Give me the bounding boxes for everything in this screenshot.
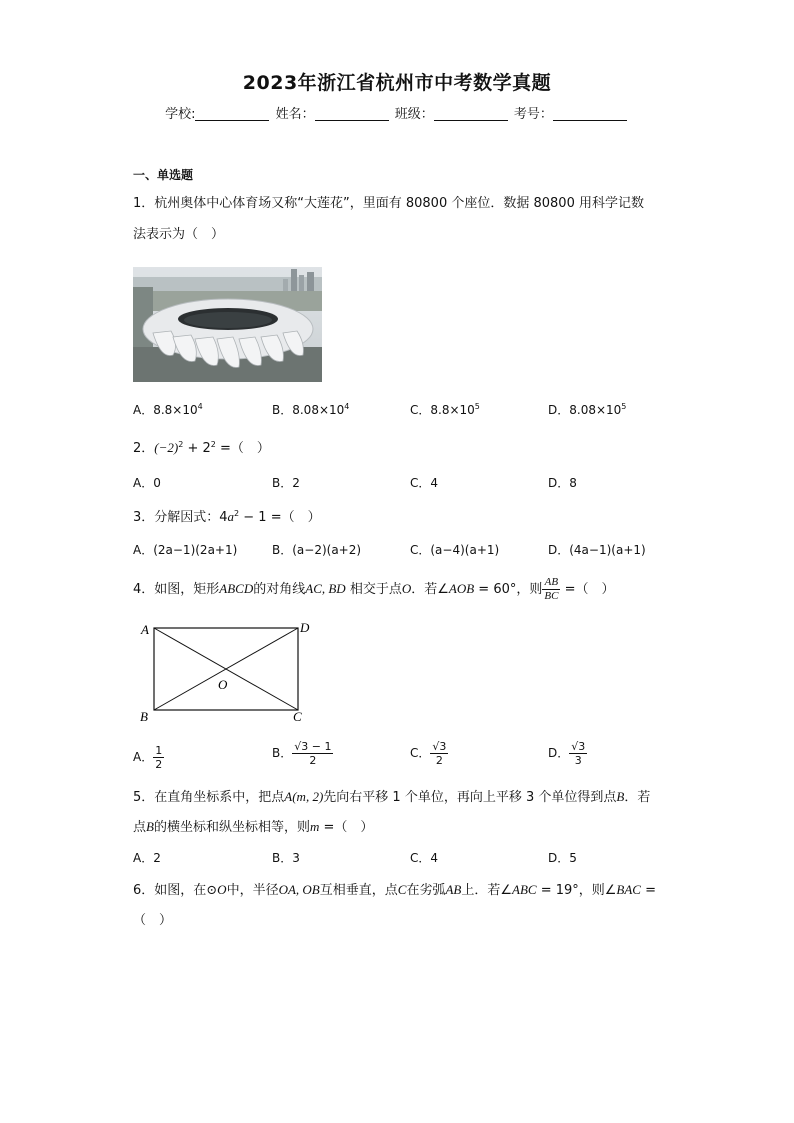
student-info-line [0,103,794,122]
section-title: 一、单选题 [133,168,194,182]
q3-option-d[interactable]: D．(4a−1)(a+1) [548,543,646,557]
q5-option-b[interactable]: B．3 [272,851,300,865]
q2-stem: 2．$(-2)^2 + 2^2$ =（ ） [133,440,270,456]
q3-option-c[interactable]: C．(a−4)(a+1) [410,543,500,557]
q1-option-c[interactable]: C．$8.8\times 10^5$ [410,402,480,417]
class-label: 班级： [394,107,434,122]
name-blank[interactable] [315,107,389,121]
stadium-photo [133,267,322,382]
label-b: B [140,709,148,724]
label-o: O [218,677,228,692]
q2-option-c[interactable]: C．4 [410,476,439,490]
number-label: 考号： [513,107,553,122]
q1-line1: 1．杭州奥体中心体育场又称“大莲花”，里面有 80800 个座位．数据 80800 用科学记数 [133,196,644,211]
q5-line2: 点B的横坐标和纵坐标相等，则m =（ ） [133,819,374,835]
label-a: A [141,622,149,637]
q5-option-a[interactable]: A．2 [133,851,161,865]
q2-option-d[interactable]: D．8 [548,476,577,490]
q3-option-b[interactable]: B．(a−2)(a+2) [272,543,362,557]
label-d: D [300,620,310,635]
q6-line1: 6．如图，在⊙O中，半径OA, OB互相垂直，点C在劣弧AB上．若∠ABC = 19°，则∠BAC = [133,882,657,898]
q4-stem: 4．如图，矩形ABCD的对角线AC, BD 相交于点O．若∠AOB = 60°，则 $\frac{AB}{BC}$ =（ ） [133,576,615,602]
q1-line2: 法表示为（ ） [133,227,225,242]
q3-option-a[interactable]: A．(2a−1)(2a+1) [133,543,238,557]
q2-option-b[interactable]: B．2 [272,476,300,490]
class-blank[interactable] [434,107,508,121]
q4-option-b[interactable]: B． $\frac{√3 - 1}{2}$ [272,740,332,767]
label-c: C [293,709,302,724]
school-label: 学校: [165,107,196,122]
name-label: 姓名： [275,107,315,122]
q1-option-b[interactable]: B．$8.08\times 10^4$ [272,402,350,417]
q1-option-d[interactable]: D．$8.08\times 10^5$ [548,402,627,417]
q4-option-a[interactable]: A． $\frac{1}{2}$ [133,744,163,771]
q4-option-d[interactable]: D． $\frac{√3}{3}$ [548,740,586,767]
q6-line2: （ ） [133,913,173,928]
number-blank[interactable] [553,107,627,121]
school-blank[interactable] [195,107,269,121]
q4-option-c[interactable]: C． $\frac{√3}{2}$ [410,740,447,767]
q5-option-d[interactable]: D．5 [548,851,577,865]
q3-stem: 3．分解因式：$4a^2 - 1$ =（ ） [133,509,321,525]
q2-option-a[interactable]: A．0 [133,476,161,490]
page-title: 2023年浙江省杭州市中考数学真题 [242,72,552,94]
q5-option-c[interactable]: C．4 [410,851,439,865]
rectangle-diagram [136,620,316,726]
q1-option-a[interactable]: A．$8.8\times 10^4$ [133,402,203,417]
q5-line1: 5．在直角坐标系中，把点A(m, 2)先向右平移 1 个单位，再向上平移 3 个单位得到点B．若 [133,789,651,805]
